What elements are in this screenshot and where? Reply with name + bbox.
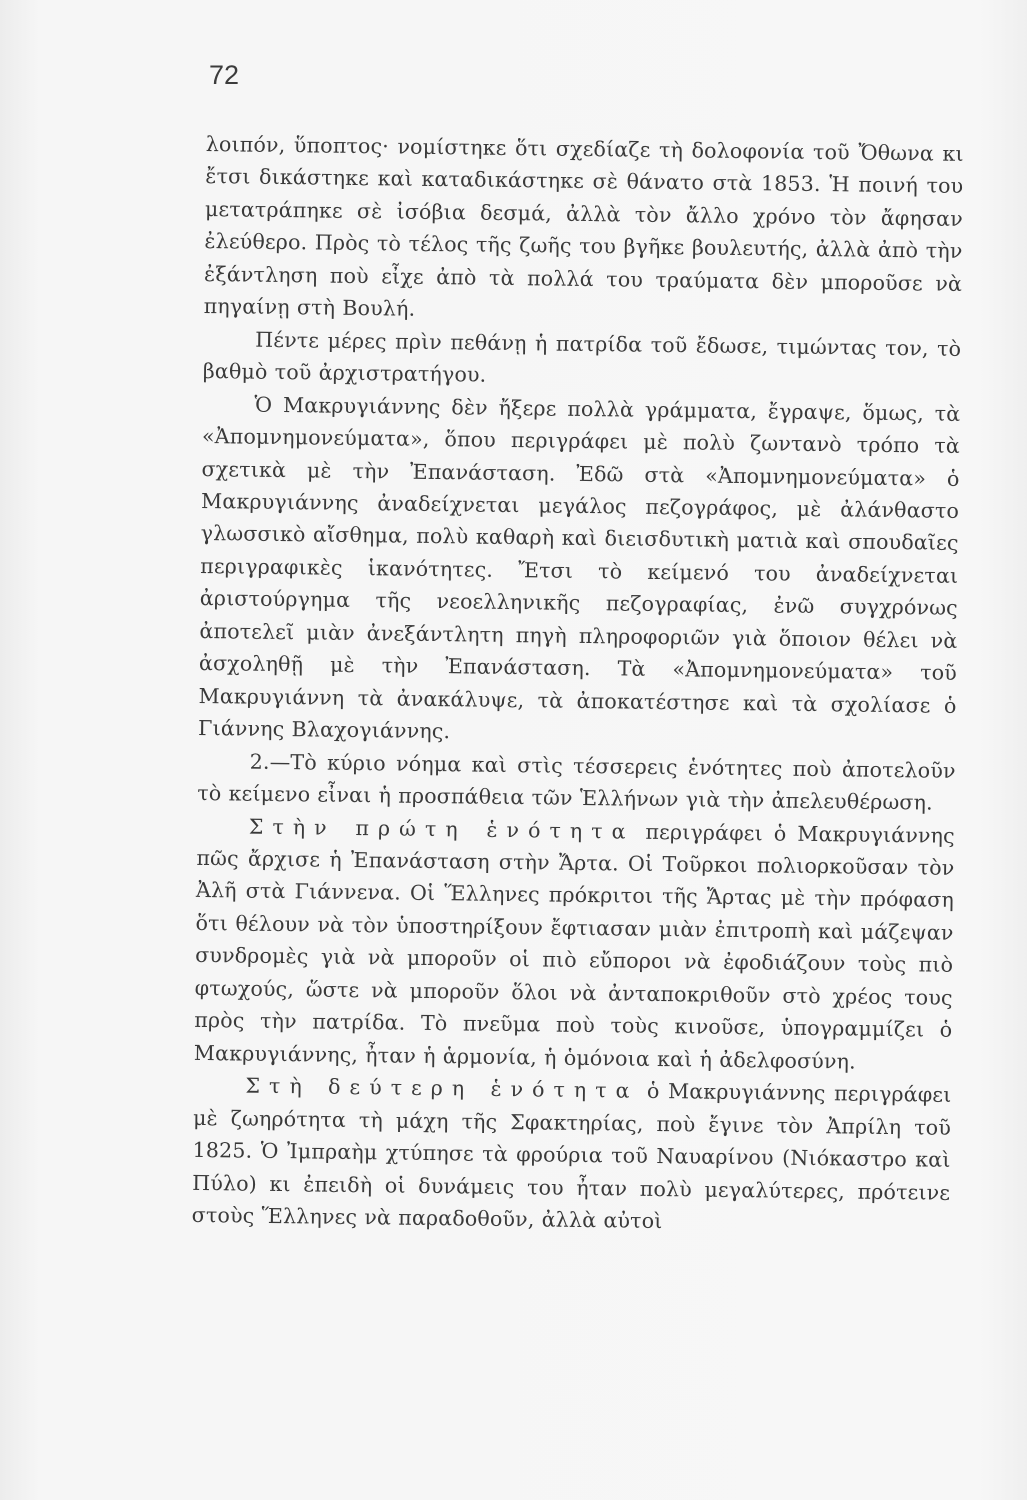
paragraph-text: Ὁ Μακρυγιάννης δὲν ἤξερε πολλὰ γράμματα, ἔγραψε, ὅμως, τὰ «Ἀπομνημονεύματα», ὅπου περιγράφει μὲ πολὺ ζωντανὸ τρόπο τὰ σχετικὰ μὲ τὴν Ἐπανάσταση. Ἐδῶ στὰ «Ἀπομνημονεύματα» ὁ Μακρυγιάννης ἀναδείχνεται μεγάλος πεζογράφος, μὲ ἀλάνθαστο γλωσσικὸ αἴσθημα, πολὺ καθαρὴ καὶ διεισδυτικὴ ματιὰ καὶ σπουδαῖες περιγραφικὲς ἱκανότητες. Ἔτσι τὸ κείμενό του ἀναδείχνεται ἀριστούργημα τῆς νεοελληνικῆς πεζογραφίας, ἐνῶ συγχρόνως ἀποτελεῖ μιὰν ἀνεξάντλητη πηγὴ πληροφοριῶν γιὰ ὅποιον θέλει νὰ ἀσχοληθῇ μὲ τὴν Ἐπανάσταση. Τὰ «Ἀπομνημονεύματα» τοῦ Μακρυγιάννη τὰ ἀνακάλυψε, τὰ ἀποκατέστησε καὶ τὰ σχολίασε ὁ Γιάννης Βλαχογιάννης.	[197, 392, 961, 744]
paragraph-text: Πέντε μέρες πρὶν πεθάνῃ ἡ πατρίδα τοῦ ἔδωσε, τιμώντας τον, τὸ βαθμὸ τοῦ ἀρχιστρατήγου.	[202, 327, 962, 387]
section-heading-spaced: Στὴ δεύτερη ἑνότητα	[245, 1073, 639, 1103]
paragraph-text: ὁ Μακρυγιάννης περιγράφει μὲ ζωηρότητα τὴ μάχη τῆς Σφακτηρίας, ποὺ ἔγινε τὸν Ἀπρίλη τοῦ 1825. Ὁ Ἰμπραὴμ χτύπησε τὰ φρούρια τοῦ Ναυαρίνου (Νιόκαστρο καὶ Πύλο) κι ἐπειδὴ οἱ δυνάμεις του ἦταν πολὺ μεγαλύτερες, πρότεινε στοὺς Ἕλληνες νὰ παραδοθοῦν, ἀλλὰ αὐτοὶ	[191, 1078, 952, 1234]
paragraph-text: λοιπόν, ὕποπτος· νομίστηκε ὅτι σχεδίαζε τὴ δολοφονία τοῦ Ὄθωνα κι ἔτσι δικάστηκε καὶ καταδικάστηκε σὲ θάνατο στὰ 1853. Ἡ ποινή του μετατράπηκε σὲ ἰσόβια δεσμά, ἀλλὰ τὸν ἄλλο χρόνο τὸν ἄφησαν ἐλεύθερο. Πρὸς τὸ τέλος τῆς ζωῆς του βγῆκε βουλευτής, ἀλλὰ ἀπὸ τὴν ἐξάντληση ποὺ εἶχε ἀπὸ τὰ πολλά του τραύματα δὲν μποροῦσε νὰ πηγαίνῃ στὴ Βουλή.	[203, 131, 964, 322]
section-heading-spaced: Στὴν πρώτη ἑνότητα	[248, 814, 635, 844]
paragraph-second-unit	[192, 1069, 952, 1241]
paragraph-rank	[203, 323, 962, 398]
paragraph-memoirs	[198, 388, 961, 755]
paragraph-first-unit	[194, 809, 955, 1079]
page-number: 72	[209, 60, 240, 90]
paragraph-trial	[203, 128, 963, 333]
paragraph-main-idea	[197, 745, 956, 820]
paragraph-text: περιγράφει ὁ Μακρυγιάννης πῶς ἄρχισε ἡ Ἐπανάσταση στὴν Ἄρτα. Οἱ Τοῦρκοι πολιορκοῦσαν τὸν Ἀλῆ στὰ Γιάννενα. Οἱ Ἕλληνες πρόκριτοι τῆς Ἄρτας μὲ τὴν πρόφαση ὅτι θέλουν νὰ τὸν ὑποστηρίξουν ἔφτιασαν μιὰν ἐπιτροπὴ καὶ μάζεψαν συνδρομὲς γιὰ νὰ μποροῦν οἱ πιὸ εὔποροι νὰ ἐφοδιάζουν τοὺς πιὸ φτωχούς, ὥστε νὰ μποροῦν ὅλοι νὰ ἀνταποκριθοῦν στὸ χρέος τους πρὸς τὴν πατρίδα. Τὸ πνεῦμα ποὺ τοὺς κινοῦσε, ὑπογραμμίζει ὁ Μακρυγιάννης, ἦταν ἡ ἁρμονία, ἡ ὁμόνοια καὶ ἡ ἀδελφοσύνη.	[193, 819, 955, 1074]
body-text	[192, 128, 964, 1241]
paragraph-text: 2.—Τὸ κύριο νόημα καὶ στὶς τέσσερεις ἑνότητες ποὺ ἀποτελοῦν τὸ κείμενο εἶναι ἡ προσπάθεια τῶν Ἑλλήνων γιὰ τὴν ἀπελευθέρωση.	[197, 749, 956, 815]
